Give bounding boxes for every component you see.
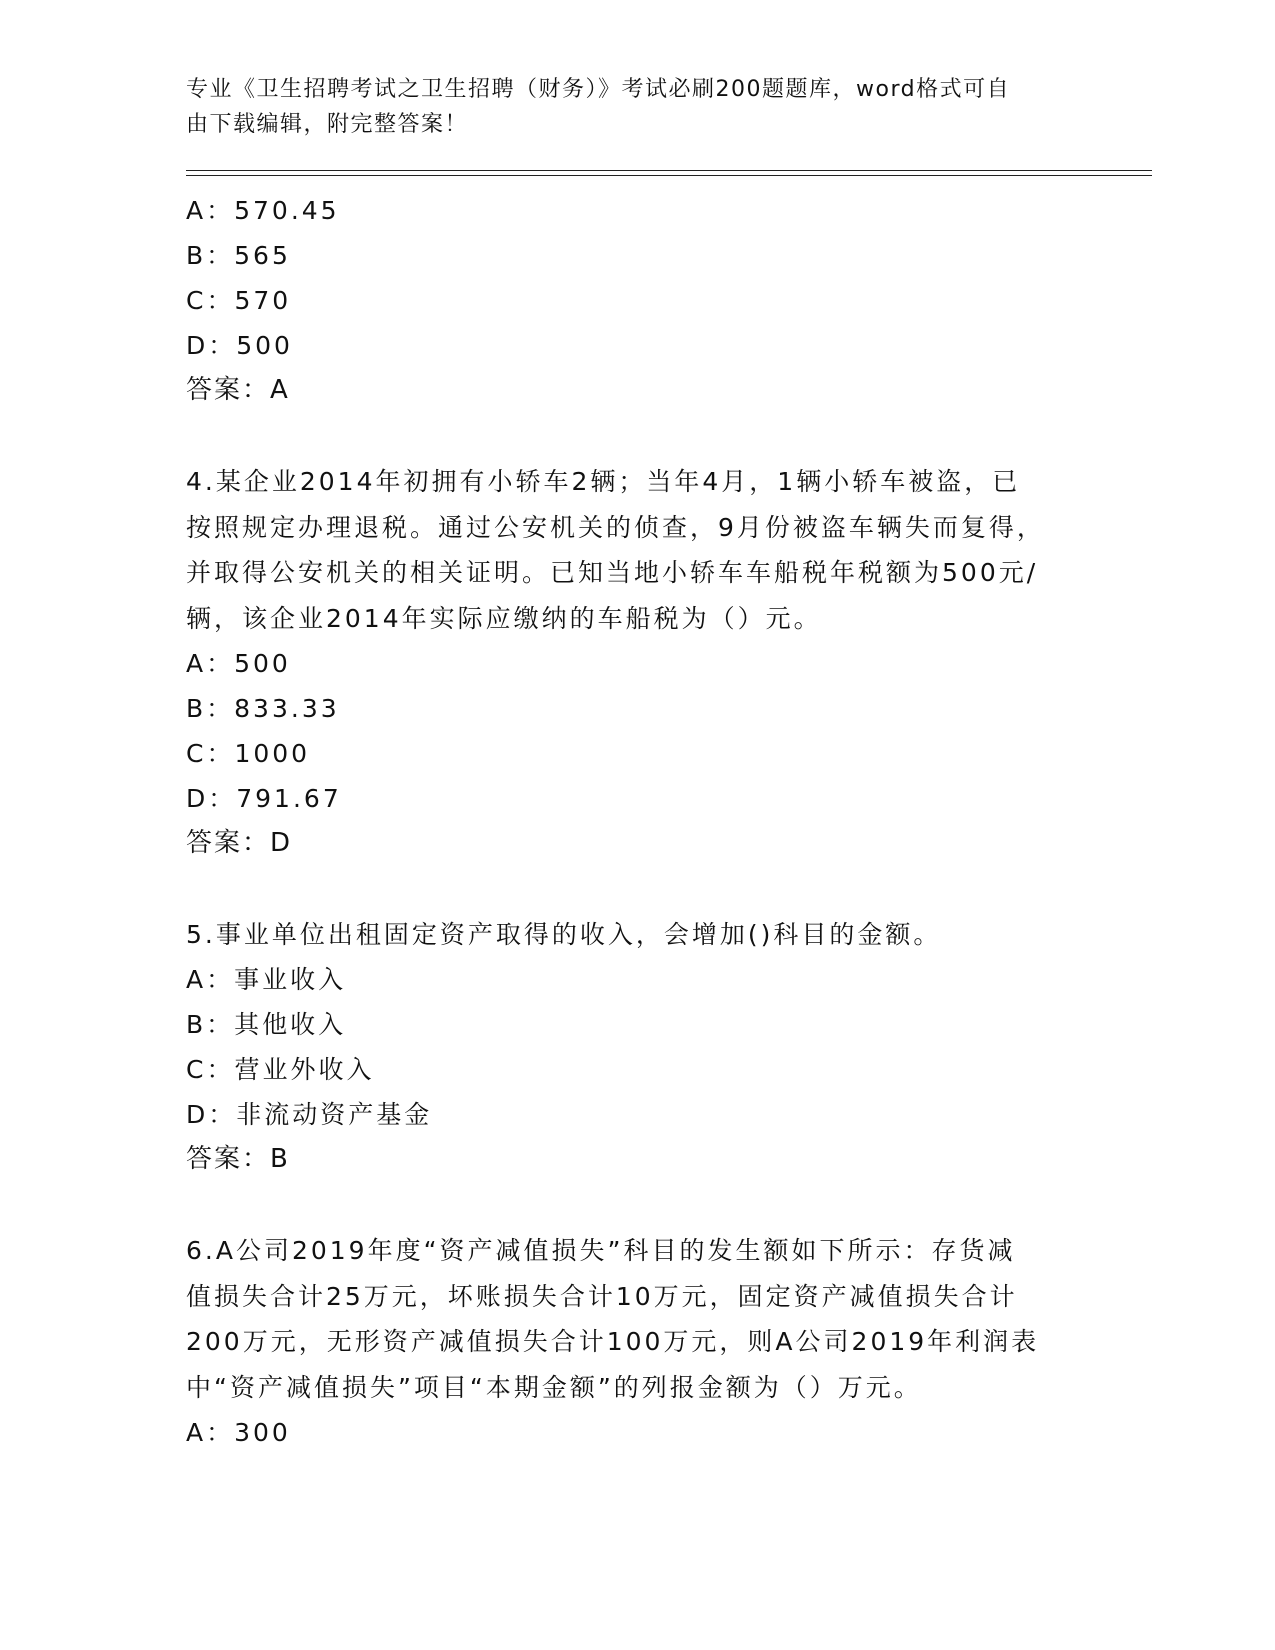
header-rule-bottom — [186, 175, 1152, 176]
question-text-line: 辆，该企业2014年实际应缴纳的车船税为（）元。 — [186, 603, 822, 633]
option-b: B：其他收入 — [186, 1010, 347, 1039]
question-text-line: 6.A公司2019年度“资产减值损失”科目的发生额如下所示：存货减 — [186, 1236, 1016, 1265]
question-text-line: 200万元，无形资产减值损失合计100万元，则A公司2019年利润表 — [186, 1327, 1040, 1356]
option-c: C：1000 — [186, 739, 311, 768]
answer: 答案：D — [186, 828, 293, 858]
question-text-line: 并取得公安机关的相关证明。已知当地小轿车车船税年税额为500元/ — [186, 558, 1039, 587]
option-a: A：300 — [186, 1418, 291, 1447]
option-c: C：营业外收入 — [186, 1055, 375, 1084]
question-text-line: 4.某企业2014年初拥有小轿车2辆；当年4月，1辆小轿车被盗，已 — [186, 467, 1021, 496]
question-4 — [186, 459, 1086, 866]
document-header — [186, 72, 1066, 142]
question-text-line: 值损失合计25万元，坏账损失合计10万元，固定资产减值损失合计 — [186, 1281, 1018, 1311]
question-text: 5.事业单位出租固定资产取得的收入，会增加()科目的金额。 — [186, 920, 942, 949]
question-text-line: 中“资产减值损失”项目“本期金额”的列报金额为（）万元。 — [186, 1372, 922, 1402]
spacer — [186, 1182, 1086, 1228]
option-b: B：833.33 — [186, 694, 340, 723]
question-5 — [186, 912, 1086, 1182]
option-a: A：事业收入 — [186, 965, 347, 994]
option-d: D：791.67 — [186, 784, 342, 813]
question-text-line: 按照规定办理退税。通过公安机关的侦查，9月份被盗车辆失而复得， — [186, 512, 1045, 542]
option-c: C：570 — [186, 286, 292, 315]
question-text — [186, 459, 1066, 641]
option-d: D：非流动资产基金 — [186, 1100, 433, 1129]
question-text — [186, 1228, 1066, 1410]
option-a: A：570.45 — [186, 196, 340, 225]
question-3 — [186, 188, 1086, 413]
header-rule-top — [186, 170, 1152, 171]
option-b: B：565 — [186, 241, 291, 270]
question-6 — [186, 1228, 1086, 1455]
option-a: A：500 — [186, 649, 291, 678]
header-title-line-1: 专业《卫生招聘考试之卫生招聘（财务）》考试必刷200题题库，word格式可自 — [186, 77, 1011, 102]
answer: 答案：B — [186, 1144, 290, 1174]
spacer — [186, 413, 1086, 459]
header-title-line-2: 由下载编辑，附完整答案！ — [186, 112, 469, 137]
spacer — [186, 866, 1086, 912]
question-list — [186, 188, 1086, 1455]
answer: 答案：A — [186, 375, 290, 405]
option-d: D：500 — [186, 331, 293, 360]
